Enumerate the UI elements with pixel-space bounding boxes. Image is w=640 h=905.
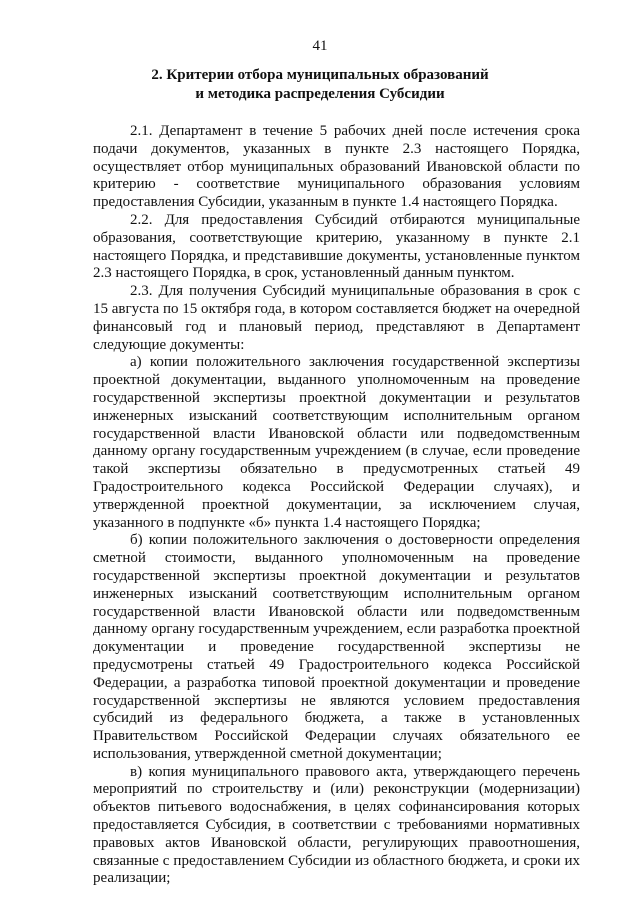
document-body — [93, 123, 580, 888]
paragraph-item-v: в) копия муниципального правового акта, утверждающего перечень мероприятий по строительству и (или) реконструкции (модернизации) объектов питьевого водоснабжения, в целях софинансирования которых предоставляется Субсидия, в соответствии с требованиями нормативных правовых актов Ивановской области, регулирующих правоотношения, связанные с предоставлением Субсидии из областного бюджета, и сроки их реализации; — [93, 763, 580, 887]
paragraph-2-2: 2.2. Для предоставления Субсидий отбираются муниципальные образования, соответствующие критерию, указанному в пункте 2.1 настоящего Порядка, и представившие документы, установленные пунктом 2.3 настоящего Порядка, в срок, установленный данным пунктом. — [93, 211, 580, 282]
paragraph-2-1: 2.1. Департамент в течение 5 рабочих дней после истечения срока подачи документов, указанных в пункте 2.3 настоящего Порядка, осуществляет отбор муниципальных образований Ивановской области по критерию - соответствие муниципального образования условиям предоставления Субсидии, указанным в пункте 1.4 настоящего Порядка. — [93, 123, 580, 211]
section-heading — [120, 66, 520, 104]
section-heading-line-2: и методика распределения Субсидии — [195, 86, 445, 102]
page-number: 41 — [312, 38, 328, 54]
paragraph-item-b: б) копии положительного заключения о достоверности определения сметной стоимости, выданного уполномоченным на проведение государственной экспертизы проектной документации и результатов инженерных изысканий соответствующим исполнительным органом государственной власти Ивановской области или подведомственным данному органу государственным учреждением, если разработка проектной документации и проведение государственной экспертизы не предусмотрены статьей 49 Градостроительного кодекса Российской Федерации, а разработка типовой проектной документации и проведение государственной экспертизы не являются условием предоставления субсидий из федерального бюджета, а также в установленных Правительством Российской Федерации случаях обязательного ее использования, утвержденной сметной документации; — [93, 532, 580, 762]
paragraph-item-a: а) копии положительного заключения государственной экспертизы проектной документации, выданного уполномоченным на проведение государственной экспертизы проектной документации и результатов инженерных изысканий соответствующим исполнительным органом государственной власти Ивановской области или подведомственным данному органу государственным учреждением (в случае, если проведение такой экспертизы обязательно в предусмотренных статьей 49 Градостроительного кодекса Российской Федерации случаях), и утвержденной проектной документации, за исключением случая, указанного в подпункте «б» пункта 1.4 настоящего Порядка; — [93, 354, 580, 531]
section-heading-line-1: 2. Критерии отбора муниципальных образований — [151, 67, 489, 83]
paragraph-2-3: 2.3. Для получения Субсидий муниципальные образования в срок с 15 августа по 15 октября года, в котором составляется бюджет на очередной финансовый год и плановый период, представляют в Департамент следующие документы: — [93, 283, 581, 353]
